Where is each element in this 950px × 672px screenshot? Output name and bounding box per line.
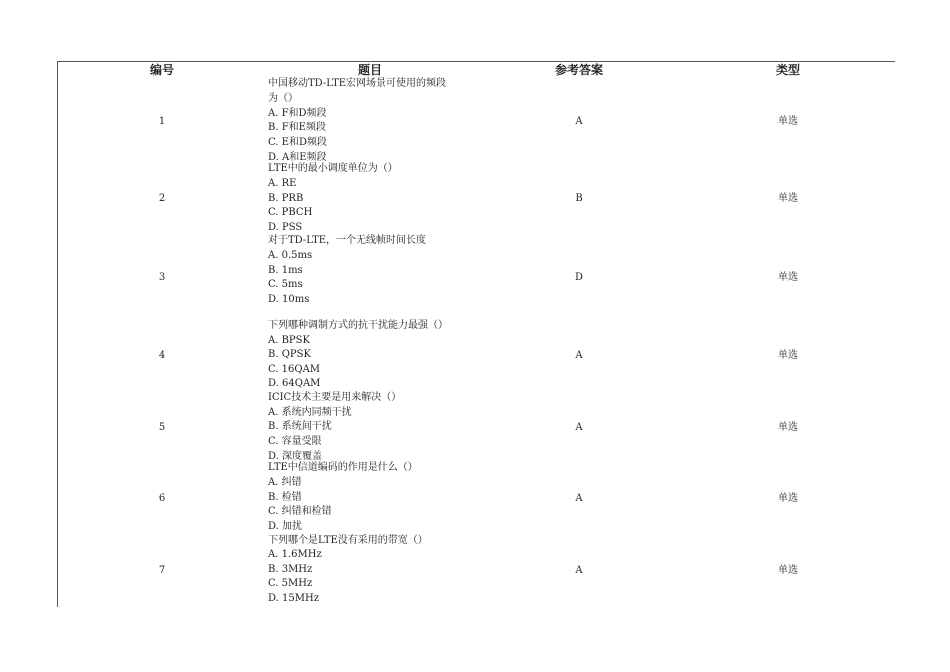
answer-option: A. 纠错 [268,477,302,488]
reference-answer: B [575,193,583,204]
question-number: 4 [158,350,166,361]
header-answer: 参考答案 [554,63,603,77]
question-type: 单选 [778,422,798,433]
question-stem: 下列哪种调制方式的抗干扰能力最强（） [268,320,448,331]
answer-option: B. PRB [268,193,304,204]
answer-option: A. BPSK [268,335,310,346]
answer-option: B. QPSK [268,349,311,360]
answer-option: C. 5MHz [268,578,313,589]
answer-option: D. 15MHz [268,593,319,604]
answer-option: C. 5ms [268,279,303,290]
header-question: 题目 [357,63,382,77]
answer-option: B. F和E频段 [268,122,326,133]
table-top-border [57,61,895,62]
question-number: 3 [158,272,166,283]
question-number: 5 [158,422,166,433]
answer-option: 为（） [268,93,298,104]
question-number: 7 [158,565,166,576]
question-stem: ICIC技术主要是用来解决（） [268,392,402,403]
question-type: 单选 [778,272,798,283]
answer-option: B. 系统间干扰 [268,421,332,432]
answer-option: D. A和E频段 [268,152,327,163]
question-number: 6 [158,493,166,504]
reference-answer: A [575,350,583,361]
reference-answer: A [575,493,583,504]
reference-answer: D [574,272,584,283]
question-stem: LTE中的最小调度单位为（） [268,163,398,174]
answer-option: D. 深度覆盖 [268,451,323,462]
question-stem: 对于TD-LTE，一个无线帧时间长度 [268,235,427,246]
answer-option: A. 1.6MHz [268,549,322,560]
question-number: 1 [158,116,166,127]
answer-option: D. 加扰 [268,521,303,532]
question-stem: LTE中信道编码的作用是什么（） [268,462,418,473]
answer-option: A. RE [268,178,297,189]
question-type: 单选 [778,493,798,504]
header-number: 编号 [149,63,174,77]
question-type: 单选 [778,350,798,361]
answer-option: C. E和D频段 [268,137,327,148]
answer-option: D. 10ms [268,294,310,305]
question-stem: 下列哪个是LTE没有采用的带宽（） [268,535,428,546]
reference-answer: A [575,565,583,576]
answer-option: C. 纠错和检错 [268,506,332,517]
reference-answer: A [575,422,583,433]
reference-answer: A [575,116,583,127]
header-type: 类型 [775,63,800,77]
answer-option: B. 1ms [268,265,303,276]
question-type: 单选 [778,565,798,576]
question-type: 单选 [778,193,798,204]
answer-option: D. PSS [268,222,303,233]
answer-option: A. 系统内同频干扰 [268,407,352,418]
answer-option: B. 检错 [268,492,302,503]
answer-option: C. 16QAM [268,364,321,375]
question-stem: 中国移动TD-LTE宏网场景可使用的频段 [268,78,447,89]
answer-option: C. 容量受限 [268,436,322,447]
answer-option: A. F和D频段 [268,108,327,119]
question-number: 2 [158,193,166,204]
question-type: 单选 [778,116,798,127]
answer-option: C. PBCH [268,207,313,218]
answer-option: A. 0.5ms [268,250,313,261]
answer-option: D. 64QAM [268,378,321,389]
answer-option: B. 3MHz [268,564,313,575]
table-left-border [57,61,58,607]
